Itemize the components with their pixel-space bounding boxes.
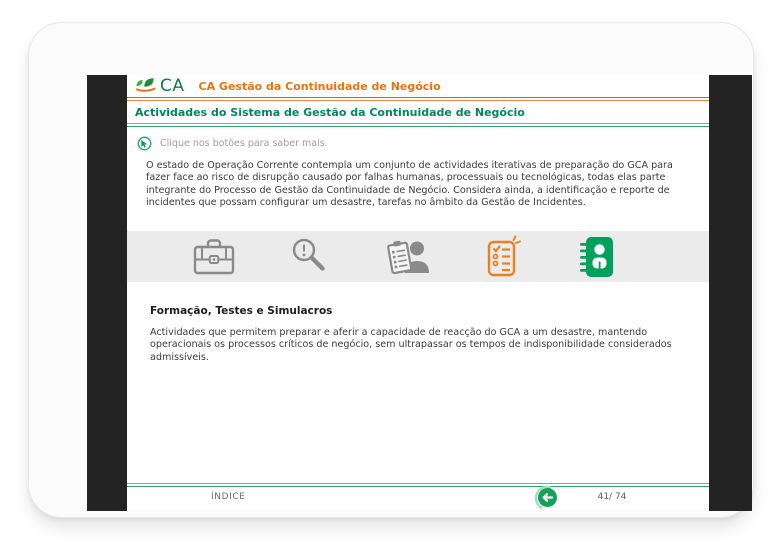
app-header [127,75,709,97]
course-slide [127,75,709,511]
checklist-icon [484,234,522,280]
magnifier-alert-icon [290,237,330,277]
detail-heading: Formação, Testes e Simulacros [150,305,333,317]
click-cursor-icon [137,136,152,151]
ca-logo-text: CA [160,76,185,96]
instruction-text: Clique nos botões para saber mais. [160,137,328,149]
app-title: CA Gestão da Continuidade de Negócio [198,79,441,93]
briefcase-icon [192,238,236,276]
page-title-bar [127,102,709,122]
back-button[interactable] [534,485,560,511]
topic-icon-band [127,231,709,282]
detail-body: Actividades que permitem preparar e aferir a capacidade de reacção do GCA a um desastre, mantendo operacionais os processos críticos de negócio, sem ultrapassar os tempos de indisponibilidade considerados admissíveis. [150,327,672,363]
index-button[interactable]: ÍNDICE [211,492,246,502]
intro-paragraph: O estado de Operação Corrente contempla um conjunto de actividades iterativas de preparação do GCA para fazer face ao risco de disrupção causado por falhas humanas, processuais ou tecnológicas, todas elas parte integrante do Processo de Gestão da Continuidade de Negócio. Considera ainda, a identificação e reporte de incidentes que possam configurar um desastre, tarefas no âmbito da Gestão de Incidentes. [146,160,673,209]
topic-button-incident-report[interactable] [479,234,527,280]
page-indicator: 41/ 74 [597,492,627,502]
topic-button-briefcase[interactable] [190,234,238,280]
ca-leaves-icon [134,77,158,96]
instruction-row [137,135,328,151]
notebook-person-icon [579,234,619,280]
topic-button-audit[interactable] [383,234,431,280]
topic-button-risk-analysis[interactable] [286,234,334,280]
ca-logo [134,76,185,96]
topic-button-training-selected[interactable] [575,234,623,280]
tablet-screen [87,75,752,511]
page-title: Actividades do Sistema de Gestão da Continuidade de Negócio [135,105,525,119]
clipboard-person-icon [384,237,430,277]
footer-bar [127,485,709,511]
tablet-frame [28,22,754,518]
detail-panel [150,305,685,364]
back-arrow-icon [534,485,560,511]
